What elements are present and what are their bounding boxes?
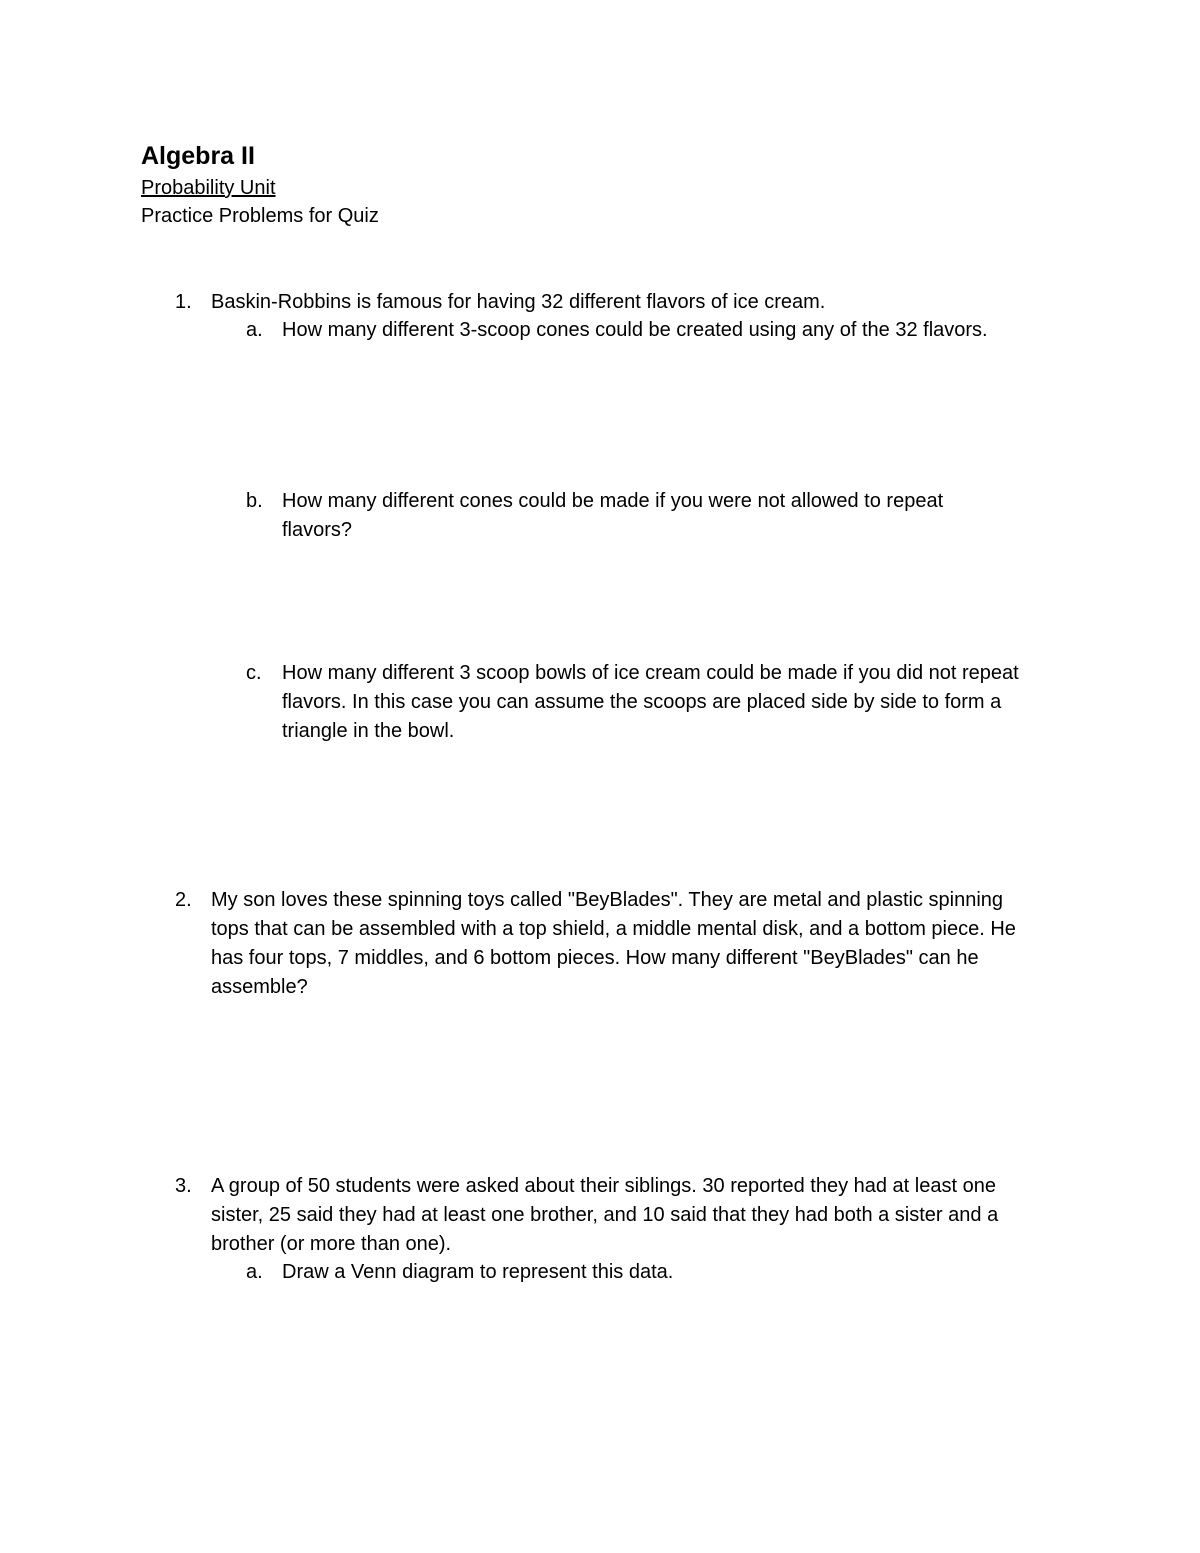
- part-letter: a.: [246, 319, 263, 341]
- page-subtitle: Practice Problems for Quiz: [141, 205, 379, 227]
- unit-name: Probability Unit: [141, 177, 276, 199]
- question-text: Baskin-Robbins is famous for having 32 different flavors of ice cream.: [211, 291, 826, 313]
- part-text: How many different cones could be made if you were not allowed to repeat flavors?: [282, 490, 944, 541]
- part-letter: c.: [246, 662, 262, 684]
- part-letter: a.: [246, 1261, 263, 1283]
- question-text: A group of 50 students were asked about their siblings. 30 reported they had at least one sister, 25 said they had at least one brother, and 10 said that they had both a sister and a brother (or more than one).: [211, 1175, 999, 1255]
- question-text: My son loves these spinning toys called "BeyBlades". They are metal and plastic spinning tops that can be assembled with a top shield, a middle mental disk, and a bottom piece. He has four tops, 7 middles, and 6 bottom pieces. How many different "BeyBlades" can he assemble?: [211, 889, 1016, 998]
- question-number: 1.: [175, 291, 192, 313]
- question-number: 3.: [175, 1175, 192, 1197]
- part-text: Draw a Venn diagram to represent this data.: [282, 1261, 674, 1283]
- part-text: How many different 3 scoop bowls of ice cream could be made if you did not repeat flavors. In this case you can assume the scoops are placed side by side to form a triangle in the bowl.: [282, 662, 1019, 742]
- part-text: How many different 3-scoop cones could be created using any of the 32 flavors.: [282, 319, 988, 341]
- question-number: 2.: [175, 889, 192, 911]
- page-title: Algebra II: [141, 142, 255, 170]
- part-letter: b.: [246, 490, 263, 512]
